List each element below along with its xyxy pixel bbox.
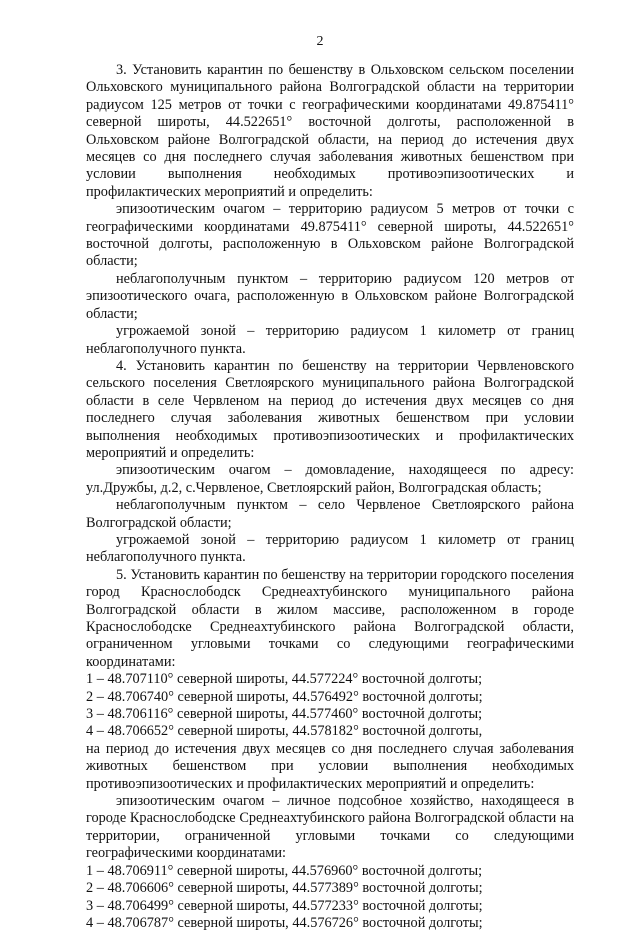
p5-focus-coord-4: 4 – 48.706787° северной широты, 44.576726° восточной долготы; [86,914,483,931]
page-number: 2 [316,34,324,49]
document-body [86,62,574,932]
p5-focus-coord-1: 1 – 48.706911° северной широты, 44.576960° восточной долготы; [86,862,483,879]
p4-focus: эпизоотическим очагом – домовладение, находящееся по адресу: ул.Дружбы, д.2, с.Червленое, Светлоярский район, Волгоградская область; [86,462,574,496]
p3-focus: эпизоотическим очагом – территорию радиусом 5 метров от точки с географическими координатами 49.875411° северной широты, 44.522651° восточной долготы, расположенную в Ольховском районе Волгоградской области; [86,201,574,270]
p5-coord-4: 4 – 48.706652° северной широты, 44.578182° восточной долготы, [86,723,483,740]
p5-coord-3: 3 – 48.706116° северной широты, 44.577460° восточной долготы; [86,706,483,723]
p3-threat: угрожаемой зоной – территорию радиусом 1 километр от границ неблагополучного пункта. [86,323,574,357]
p5-focus-coord-3: 3 – 48.706499° северной широты, 44.577233° восточной долготы; [86,897,483,914]
p5-focus-coord-2: 2 – 48.706606° северной широты, 44.577389° восточной долготы; [86,880,483,897]
p5-focus: эпизоотическим очагом – личное подсобное хозяйство, находящееся в городе Краснослободске Среднеахтубинского района Волгоградской области на территории, ограниченной угловыми точками со следующими географическими координатами: [86,793,574,862]
p5-tail: на период до истечения двух месяцев со дня последнего случая заболевания животных бешенством при условии выполнения необходимых противоэпизоотических и профилактических мероприятий и определить: [86,740,574,792]
paragraph-3: 3. Установить карантин по бешенству в Ольховском сельском поселении Ольховского муниципального района Волгоградской области на территории радиусом 125 метров от точки с географическими координатами 49.875411° северной широты, 44.522651° восточной долготы, расположенной в Ольховском районе Волгоградской области, на период до истечения двух месяцев со дня последнего случая заболевания животных бешенством при условии выполнения необходимых противоэпизоотических и профилактических мероприятий и определить: [86,62,574,200]
p3-unfavorable: неблагополучным пунктом – территорию радиусом 120 метров от эпизоотического очага, расположенную в Ольховском районе Волгоградской области; [86,270,574,322]
p4-unfavorable: неблагополучным пунктом – село Червленое Светлоярского района Волгоградской области; [86,497,574,531]
p4-threat: угрожаемой зоной – территорию радиусом 1 километр от границ неблагополучного пункта. [86,531,574,566]
p5-coord-1: 1 – 48.707110° северной широты, 44.577224° восточной долготы; [86,671,483,688]
p5-coord-2: 2 – 48.706740° северной широты, 44.576492° восточной долготы; [86,688,483,705]
paragraph-4: 4. Установить карантин по бешенству на территории Червленовского сельского поселения Светлоярского муниципального района Волгоградской области в селе Червленом на период до истечения двух месяцев со дня последнего случая заболевания животных бешенством при условии выполнения необходимых противоэпизоотических и профилактических мероприятий и определить: [86,357,574,461]
paragraph-5: 5. Установить карантин по бешенству на территории городского поселения город Краснослободск Среднеахтубинского муниципального района Волгоградской области в жилом массиве, расположенном в городе Краснослободске Среднеахтубинского района Волгоградской области, ограниченном угловыми точками со следующими географическими координатами: [86,566,574,670]
